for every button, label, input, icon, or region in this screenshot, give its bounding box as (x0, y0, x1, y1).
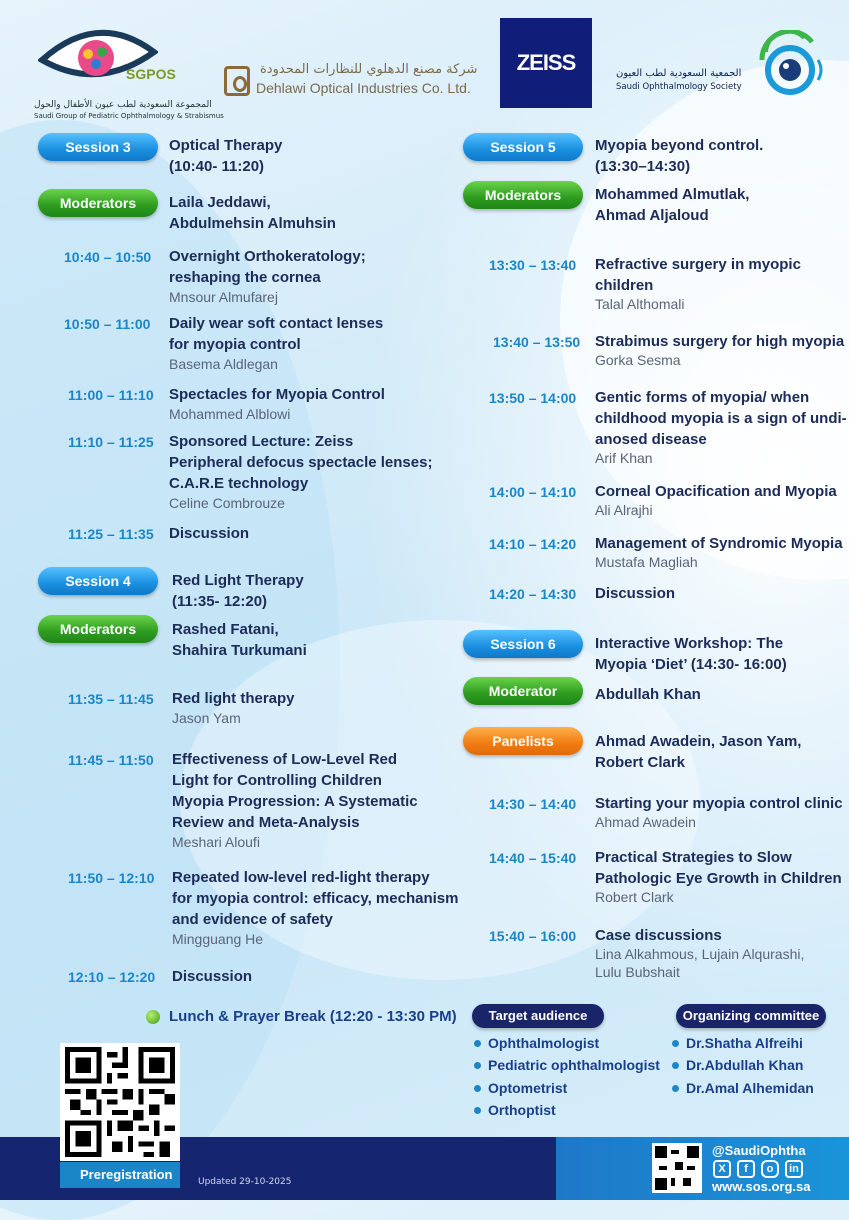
committee-member: Dr.Abdullah Khan (686, 1057, 804, 1073)
talk-title: for myopia control: efficacy, mechanism (172, 890, 459, 907)
talk-time: 14:20 – 14:30 (489, 586, 577, 602)
talk-time: 14:10 – 14:20 (489, 536, 577, 552)
moderators-pill: Moderators (463, 181, 583, 209)
session-5-time: (13:30–14:30) (595, 158, 691, 175)
talk-speaker: Ahmad Awadein (595, 814, 696, 830)
sos-english-name: Saudi Ophthalmology Society (616, 82, 742, 92)
talk-title: Management of Syndromic Myopia (595, 535, 843, 552)
dehlawi-arabic-name: شركة مصنع الدهلوي للنظارات المحدودة (260, 62, 478, 77)
talk-time: 13:50 – 14:00 (489, 390, 577, 406)
talk-time: 11:35 – 11:45 (68, 691, 154, 707)
sgpos-brand: SGPOS (126, 66, 176, 82)
session-6-title: Myopia ‘Diet’ (14:30- 16:00) (595, 656, 787, 673)
talk-time: 11:00 – 11:10 (68, 387, 154, 403)
talk-title: Case discussions (595, 927, 722, 944)
talk-time: 13:40 – 13:50 (493, 334, 581, 350)
session-4-pill: Session 4 (38, 567, 158, 595)
moderator-name: Ahmad Aljaloud (595, 207, 709, 224)
talk-speaker: Mustafa Magliah (595, 554, 698, 570)
website-link[interactable]: www.sos.org.sa (712, 1179, 811, 1194)
sgpos-english-name: Saudi Group of Pediatric Ophthalmology & Strabismus (34, 112, 224, 120)
sgpos-arabic-name: المجموعة السعودية لطب عيون الأطفال والحول (34, 100, 212, 110)
talk-speaker: Arif Khan (595, 450, 653, 466)
talk-speaker: Celine Combrouze (169, 495, 285, 511)
session-3-title: Optical Therapy (169, 137, 283, 154)
moderator-name: Abdullah Khan (595, 686, 701, 703)
session-6-pill: Session 6 (463, 630, 583, 658)
talk-time: 14:30 – 14:40 (489, 796, 577, 812)
talk-speaker: Mingguang He (172, 931, 264, 947)
moderator-name: Abdulmehsin Almuhsin (169, 215, 336, 232)
talk-title: Starting your myopia control clinic (595, 795, 843, 812)
list-bullet-icon (474, 1040, 481, 1047)
list-bullet-icon (474, 1085, 481, 1092)
facebook-icon[interactable]: f (737, 1160, 755, 1178)
organizing-committee-pill: Organizing committee (676, 1004, 826, 1028)
dehlawi-logo (222, 62, 487, 102)
talk-speaker: Ali Alrajhi (595, 502, 653, 518)
talk-speaker: Lina Alkahmous, Lujain Alqurashi, (595, 946, 805, 962)
talk-title: anosed disease (595, 431, 707, 448)
committee-member: Dr.Shatha Alfreihi (686, 1035, 803, 1051)
talk-time: 14:00 – 14:10 (489, 484, 577, 500)
talk-speaker: Meshari Aloufi (172, 834, 260, 850)
talk-title: reshaping the cornea (169, 269, 321, 286)
qr-code-icon (64, 1047, 176, 1157)
moderator-name: Shahira Turkumani (172, 642, 307, 659)
talk-title: Repeated low-level red-light therapy (172, 869, 430, 886)
talk-title: Effectiveness of Low-Level Red (172, 751, 398, 768)
committee-member: Dr.Amal Alhemidan (686, 1080, 814, 1096)
sos-arabic-name: الجمعية السعودية لطب العيون (616, 68, 742, 79)
moderators-pill: Moderators (38, 189, 158, 217)
talk-title: Spectacles for Myopia Control (169, 386, 385, 403)
audience-item: Orthoptist (488, 1102, 556, 1118)
session-5-pill: Session 5 (463, 133, 583, 161)
talk-title: Myopia Progression: A Systematic (172, 793, 418, 810)
updated-date: Updated 29-10-2025 (198, 1177, 292, 1187)
talk-title: Red light therapy (172, 690, 295, 707)
talk-title: Gentic forms of myopia/ when (595, 389, 810, 406)
talk-time: 10:40 – 10:50 (64, 249, 152, 265)
x-icon[interactable]: X (713, 1160, 731, 1178)
talk-title: for myopia control (169, 336, 301, 353)
talk-time: 11:50 – 12:10 (68, 870, 155, 886)
social-handle[interactable]: @SaudiOphtha (712, 1143, 806, 1158)
talk-title: C.A.R.E technology (169, 475, 309, 492)
sos-logo (610, 30, 830, 110)
talk-time: 15:40 – 16:00 (489, 928, 577, 944)
talk-title: Discussion (172, 968, 253, 985)
talk-speaker: Gorka Sesma (595, 352, 681, 368)
list-bullet-icon (474, 1062, 481, 1069)
target-audience-pill: Target audience (472, 1004, 604, 1028)
talk-title: Sponsored Lecture: Zeiss (169, 433, 354, 450)
dehlawi-english-name: Dehlawi Optical Industries Co. Ltd. (256, 80, 471, 96)
session-4-time: (11:35- 12:20) (172, 593, 268, 610)
moderators-pill: Moderators (38, 615, 158, 643)
talk-title: Review and Meta-Analysis (172, 814, 360, 831)
list-bullet-icon (672, 1085, 679, 1092)
qr-code-icon (655, 1146, 699, 1190)
session-6-title: Interactive Workshop: The (595, 635, 784, 652)
talk-speaker: Talal Althomali (595, 296, 685, 312)
session-4-title: Red Light Therapy (172, 572, 304, 589)
header-logos (0, 0, 849, 118)
talk-time: 10:50 – 11:00 (64, 316, 151, 332)
session-3-time: (10:40- 11:20) (169, 158, 265, 175)
talk-title: Refractive surgery in myopic (595, 256, 801, 273)
zeiss-logo: ZEISS (500, 18, 592, 108)
preregistration-qr-code[interactable] (60, 1043, 180, 1161)
talk-title: Light for Controlling Children (172, 772, 382, 789)
talk-title: Discussion (595, 585, 676, 602)
panelist-names: Ahmad Awadein, Jason Yam, (595, 733, 802, 750)
talk-time: 11:10 – 11:25 (68, 434, 154, 450)
talk-time: 11:45 – 11:50 (68, 752, 154, 768)
talk-title: Pathologic Eye Growth in Children (595, 870, 842, 887)
moderator-name: Mohammed Almutlak, (595, 186, 750, 203)
talk-title: Strabimus surgery for high myopia (595, 333, 845, 350)
session-5-title: Myopia beyond control. (595, 137, 764, 154)
linkedin-icon[interactable]: in (785, 1160, 803, 1178)
sos-eye-icon (752, 30, 828, 102)
talk-title: Corneal Opacification and Myopia (595, 483, 837, 500)
talk-speaker: Mnsour Almufarej (169, 289, 278, 305)
list-bullet-icon (672, 1062, 679, 1069)
talk-title: Practical Strategies to Slow (595, 849, 792, 866)
audience-item: Optometrist (488, 1080, 568, 1096)
moderator-name: Laila Jeddawi, (169, 194, 271, 211)
social-qr-code[interactable] (652, 1143, 702, 1193)
panelists-pill: Panelists (463, 727, 583, 755)
preregistration-label[interactable]: Preregistration (60, 1162, 180, 1188)
talk-time: 12:10 – 12:20 (68, 969, 156, 985)
talk-speaker: Mohammed Alblowi (169, 406, 291, 422)
talk-speaker: Robert Clark (595, 889, 674, 905)
talk-time: 13:30 – 13:40 (489, 257, 577, 273)
moderator-name: Rashed Fatani, (172, 621, 279, 638)
sgpos-logo (30, 28, 224, 120)
talk-speaker: Basema Aldlegan (169, 356, 278, 372)
talk-title: children (595, 277, 654, 294)
moderator-pill: Moderator (463, 677, 583, 705)
talk-title: childhood myopia is a sign of undi- (595, 410, 847, 427)
talk-time: 14:40 – 15:40 (489, 850, 577, 866)
talk-time: 11:25 – 11:35 (68, 526, 154, 542)
talk-title: and evidence of safety (172, 911, 333, 928)
audience-item: Pediatric ophthalmologist (488, 1057, 660, 1073)
instagram-icon[interactable]: o (761, 1160, 779, 1178)
talk-title: Overnight Orthokeratology; (169, 248, 366, 265)
talk-speaker: Jason Yam (172, 710, 241, 726)
lunch-dot-icon (146, 1010, 160, 1024)
talk-title: Discussion (169, 525, 250, 542)
audience-item: Ophthalmologist (488, 1035, 600, 1051)
panelist-names: Robert Clark (595, 754, 686, 771)
list-bullet-icon (672, 1040, 679, 1047)
lunch-break: Lunch & Prayer Break (12:20 - 13:30 PM) (169, 1008, 457, 1025)
talk-title: Peripheral defocus spectacle lenses; (169, 454, 433, 471)
talk-title: Daily wear soft contact lenses (169, 315, 384, 332)
talk-speaker: Lulu Bubshait (595, 964, 680, 980)
list-bullet-icon (474, 1107, 481, 1114)
session-3-pill: Session 3 (38, 133, 158, 161)
dehlawi-mark-icon (224, 66, 250, 96)
